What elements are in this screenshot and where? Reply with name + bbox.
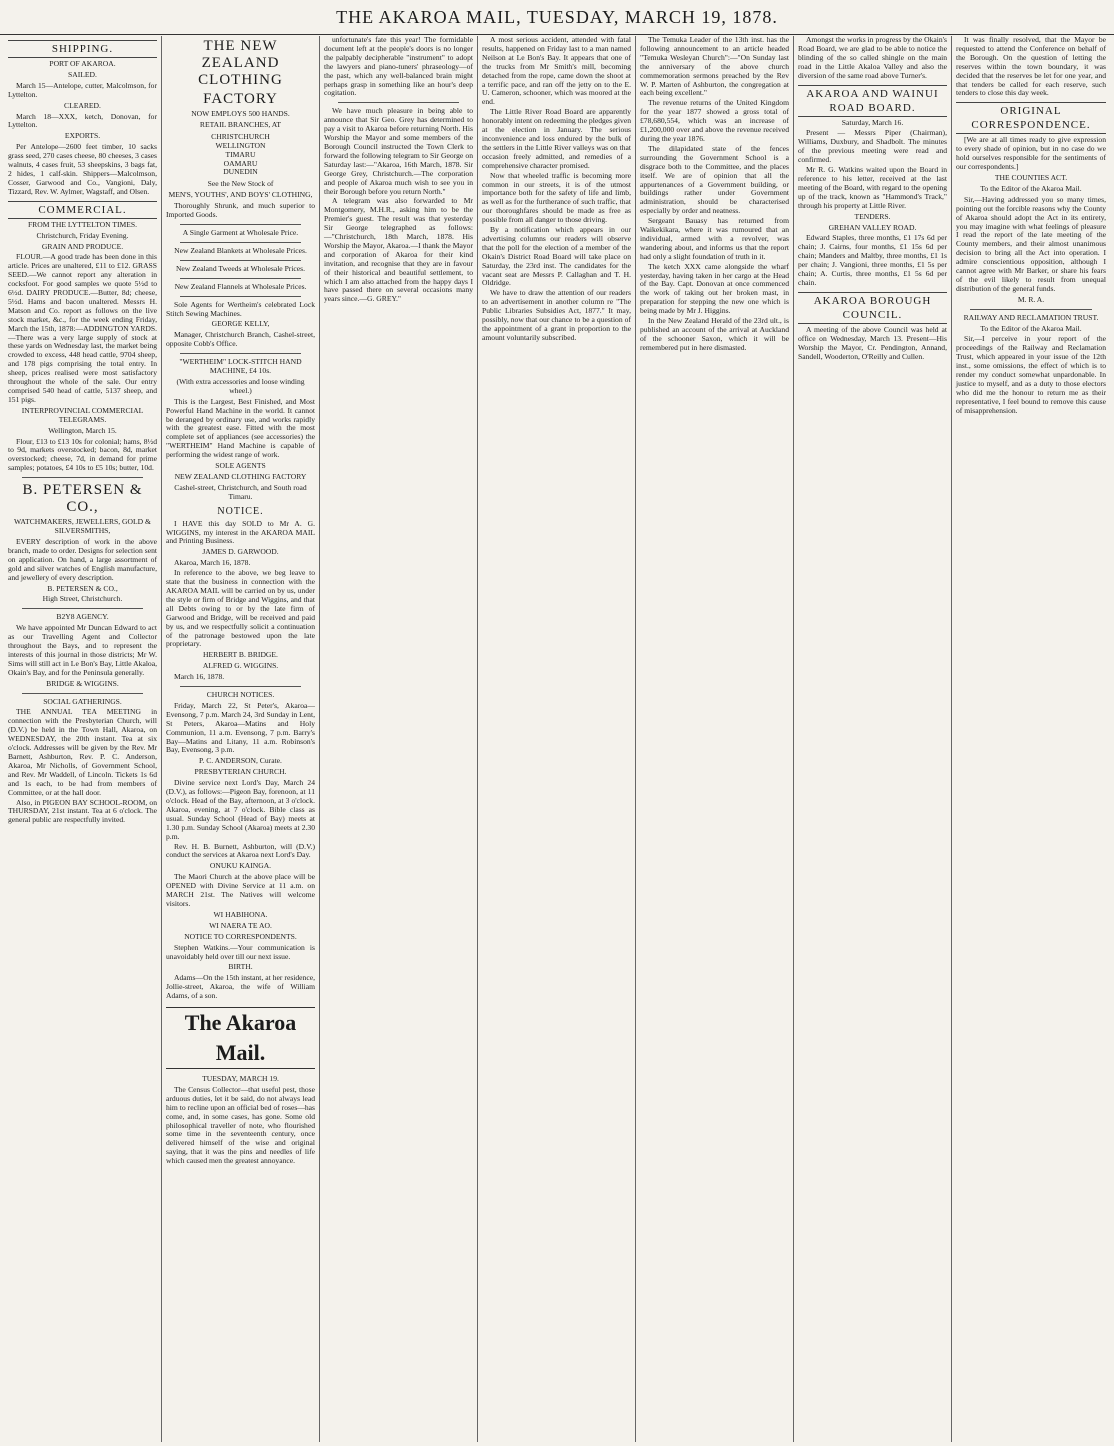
- census-article: The Census Collector—that useful pest, those arduous duties, let it be said, do not always lead him to recline upon an official bed of roses—has come, and, in some cases, has gone. Some old philosophical traveller of note, who flourished some time in the seventeenth century, once delivered himself of the wise and original saying, that it was the pins and needles of life which caused men the greatest annoyance.: [166, 1084, 315, 1166]
- counties-sign: M. R. A.: [1017, 294, 1045, 304]
- agency-heading: B2Y8 AGENCY.: [56, 612, 109, 622]
- petersen-brand: B. PETERSEN & CO.,: [22, 482, 143, 516]
- shipping-heading: SHIPPING.: [8, 40, 157, 58]
- retail-branches: RETAIL BRANCHES, AT: [199, 119, 282, 129]
- see-stock: See the New Stock of: [207, 179, 274, 189]
- divider: [970, 309, 1092, 310]
- intercol-heading: INTERPROVINCIAL COMMERCIAL TELEGRAMS.: [21, 405, 144, 424]
- onuku-sign-1: WI HABIHONA.: [213, 909, 268, 919]
- tweeds-line: New Zealand Tweeds at Wholesale Prices.: [175, 263, 306, 273]
- wainui-heading: AKAROA AND WAINUI ROAD BOARD.: [798, 85, 947, 117]
- town: DUNEDIN: [223, 167, 258, 177]
- newspaper-nameplate: The Akaroa Mail.: [166, 1007, 315, 1069]
- grey-visit-article: We have much pleasure in being able to announce that Sir Geo. Grey has determined to pay a visit to Akaroa before returning North. His Worship the Mayor and some members of the Borough Council instructed the Town Clerk to forward the following telegram to Sir George on Saturday last:—"Akaroa, 16th March, 1878. Sir George Grey, Christchurch.—The corporation and people of Akaroa much wish to see you in their Borough before you return North.": [324, 106, 473, 196]
- correspondents-heading: NOTICE TO CORRESPONDENTS.: [184, 931, 297, 941]
- herald-article: In the New Zealand Herald of the 23rd ult., is published an account of the arrival at Auckland of the schooner Saxon, which it will be remembered put in here dismasted.: [640, 316, 789, 352]
- social-body: THE ANNUAL TEA MEETING in connection with the Presbyterian Church, will (D.V.) be held in the Town Hall, Akaroa, on WEDNESDAY, the 20th instant. Tea at six o'clock. Addresses will be given by the Rev. Mr Barnett, Ashburton, Rev. P. C. Anderson, Akaroa, Mr Nicholls, of Government School, and Rev. Mr Waddell, of Lincoln. Tickets 1s 6d and 1s each, to be had from members of Committee, or at the hall door.: [8, 707, 157, 797]
- column-7: [952, 36, 1110, 1442]
- masthead: THE AKAROA MAIL, TUESDAY, MARCH 19, 1878.: [0, 0, 1114, 35]
- agency-sign: BRIDGE & WIGGINS.: [46, 678, 119, 688]
- onuku-sign-2: WI NAERA TE AO.: [209, 920, 272, 930]
- from-times: FROM THE LYTTELTON TIMES.: [27, 219, 138, 229]
- wertheim-heading: "WERTHEIM" LOCK-STITCH HAND MACHINE, £4 10s.: [179, 357, 302, 376]
- port-heading: PORT OF AKAROA.: [49, 59, 116, 68]
- wainui-present: Present — Messrs Piper (Chairman), Williams, Duxbury, and Shadbolt. The minutes of the previous meeting were read and confirmed.: [798, 128, 947, 165]
- divider: [338, 102, 459, 103]
- petersen-addr: High Street, Christchurch.: [42, 594, 123, 604]
- correspondence-heading: ORIGINAL CORRESPONDENCE.: [956, 102, 1106, 134]
- kelly-detail: Manager, Christchurch Branch, Cashel-street, opposite Cobb's Office.: [166, 330, 315, 349]
- kelly-name: GEORGE KELLY,: [211, 319, 270, 329]
- election-article: By a notification which appears in our advertising columns our readers will observe that the poll for the election of a member of the Okain's District Road Board will take place on Saturday, the 23rd inst. The candidates for the vacant seat are Messrs P. Callaghan and T. H. Oldridge.: [482, 225, 631, 288]
- counties-heading: THE COUNTIES ACT.: [994, 172, 1068, 182]
- commercial-body: FLOUR.—A good trade has been done in this article. Prices are unaltered, £11 to £12. GRASS SEED.—We cannot report any alteration in cocksfoot. For good samples we quote 5½d to 6½d. DAIRY PRODUCE.—Butter, 8d; cheese, 5½d. Hams and bacon unaltered. Messrs H. Matson and Co. report as follows on the live stock market, &c., for the week ending Friday, March the 15th, 1878:—ADDINGTON YARDS.—There was a very large supply of stock at these yards on Wednesday last, the market being crowded to excess, 448 head cattle, 9704 sheep, and 178 pigs comprising the total entry. In sheep, prices realised were most satisfactory throughout the whole of the sale. Our entry comprised 540 head of cattle, 5137 sheep, and 151 pigs.: [8, 252, 157, 404]
- birth-heading: BIRTH.: [228, 962, 253, 972]
- divider: [180, 686, 301, 687]
- wertheim-agents: Sole Agents for Wertheim's celebrated Lock Stitch Sewing Machines.: [166, 299, 315, 318]
- divider: [22, 693, 143, 694]
- counties-to-editor: To the Editor of the Akaroa Mail.: [980, 183, 1082, 193]
- column-1: [4, 36, 162, 1442]
- notice-body: I HAVE this day SOLD to Mr A. G. WIGGINS, my interest in the AKAROA MAIL and Printing Business.: [166, 518, 315, 546]
- flannels-line: New Zealand Flannels at Wholesale Prices.: [174, 281, 307, 291]
- church-body: Friday, March 22, St Peter's, Akaroa—Evensong, 7 p.m. March 24, 3rd Sunday in Lent, St Peters, Akaroa—Matins and Holy Communion, 11 a.m. Evensong, 7 p.m. Barry's Bay—Matins and Litany, 11 a.m. Robinson's Bay, Evensong, 3 p.m.: [166, 700, 315, 755]
- social-heading: SOCIAL GATHERINGS.: [43, 696, 122, 706]
- birth-body: Adams—On the 15th instant, at her residence, Jollie-street, Akaroa, the wife of William Adams, of a son.: [166, 973, 315, 1001]
- census-continued: unfortunate's fate this year! The formidable document left at the people's doors is no longer the palpably decipherable "instrument" to adopt the lawyers and piano-tuners' phraseology—of the past, which any well-balanced brain might perhaps grasp in something like an hour's deep cogitation.: [324, 36, 473, 98]
- christchurch-dateline: Christchurch, Friday Evening.: [36, 230, 129, 240]
- column-2: [162, 36, 320, 1442]
- blankets-line: New Zealand Blankets at Wholesale Prices.: [174, 245, 307, 255]
- libraries-article: We have to draw the attention of our readers to an advertisement in another column re "The Public Libraries Subsidies Act, 1877." It may, possibly, now that our chance to be a question of the appointment of a grant in proportion to the amount voluntarily subscribed.: [482, 288, 631, 342]
- church-heading: CHURCH NOTICES.: [206, 690, 275, 700]
- garwood-sign: JAMES D. GARWOOD.: [202, 547, 279, 557]
- temuka-article: The Temuka Leader of the 13th inst. has the following announcement to an article headed "Temuka Wesleyan Church":—"On Sunday last the anniversary of the above church commemoration sermons preached by the Rev W. P. Marten of Ashburton, the congregation at each being excellent.": [640, 36, 789, 98]
- counties-body: Sir,—Having addressed you so many times, pointing out the forcible reasons why the County of Akaroa should adopt the Act in its entirety, you may imagine with what feelings of pleasure I read the report of the late meeting of the County members, and their almost unanimous decision to bring all the Act into operation. I admire conscientious opposition, although I cannot agree with Mr Barker, or share his fears of the evil likely to result from unequal distribution of the general funds.: [956, 194, 1106, 293]
- column-6: [794, 36, 952, 1442]
- wellington-dateline: Wellington, March 15.: [48, 425, 117, 435]
- notice-body-2: In reference to the above, we beg leave to state that the business in connection with the AKAROA MAIL will be carried on by us, under the style or firm of Bridge and Wiggins, and that all Debts owing to or by the late firm of Garwood and Bridge, will be received and paid by us, and we respectfully solicit a continuation of the patronage bestowed upon the late proprietary.: [166, 568, 315, 649]
- single-garment: A Single Garment at Wholesale Price.: [182, 227, 299, 237]
- okains-article: Amongst the works in progress by the Okain's Road Board, we are glad to be able to notice the blinding of the so called shingle on the main road in the Little Akaloa Valley and also the diversion of the same road above Turner's.: [798, 36, 947, 80]
- sailed-entry: March 15—Antelope, cutter, Malcolmson, for Lyttelton.: [8, 80, 157, 99]
- exports-entry: Per Antelope—2600 feet timber, 10 sacks grass seed, 270 cases cheese, 80 cheeses, 3 cases walnuts, 4 cases fruit, 53 sheepskins, 3 bags fat, 2 hides, 1 calf-skin. Shippers—Malcolmson, Cosser, Garwood and Co., Vangioni, Daly, Tizzard, Rev. W. Aylmer, Wagstaff, and Olsen.: [8, 142, 157, 196]
- notice-heading: NOTICE.: [217, 505, 264, 517]
- presbyterian-body: Divine service next Lord's Day, March 24 (D.V.), as follows:—Pigeon Bay, forenoon, at 11 o'clock. Head of the Bay, afternoon, at 3 o'clock. Akaroa, evening, at 7 o'clock. Bible class as usual. Sunday School (Head of Bay) meets at 1.30 p.m. Sunday School (Akaroa) meets at 2.30 p.m.: [166, 778, 315, 841]
- agency-body: We have appointed Mr Duncan Edward to act as our Travelling Agent and Collector throughout the Bays, and to represent the interests of this journal in those districts; Mr W. Sims will still act in Le Bon's Bay, Little Akaloa, Okain's Bay, and for the Peninsula generally.: [8, 623, 157, 677]
- petersen-body: EVERY description of work in the above branch, made to order. Designs for selection sent on application. On hand, a large assortment of gold and silver watches of English manufacture, and jewellery of every description.: [8, 536, 157, 582]
- column-4: [478, 36, 636, 1442]
- grehan-body: Edward Staples, three months, £1 17s 6d per chain; J. Cairns, four months, £1 15s 6d per chain; Manders and Maltby, three months, £1 1s per chain; J. Vangioni, three months, £1 5s per chain; A. Curtis, three months, £1 5s 6d per chain.: [798, 233, 947, 287]
- railway-body: Sir,—I perceive in your report of the proceedings of the Railway and Reclamation Trust, which appeared in your issue of the 12th inst., some omissions, the effect of which is to render my conduct somewhat unpardonable. In justice to myself, and as a duty to those electors who did me the honour to return me as their representative, I feel bound to remove this cause of misapprehension.: [956, 334, 1106, 415]
- revenue-article: The revenue returns of the United Kingdom for the year 1877 showed a gross total of £78,680,554, which was an increase of £1,200,000 over and above the revenue received during the year 1876.: [640, 98, 789, 143]
- bw-date: March 16, 1878.: [174, 672, 225, 682]
- correspondents-body: Stephen Watkins.—Your communication is unavoidably held over till our next issue.: [166, 942, 315, 961]
- burnett-note: Rev. H. B. Burnett, Ashburton, will (D.V.) conduct the services at Akaroa next Lord's Day.: [166, 841, 315, 860]
- sole-agents: SOLE AGENTS: [215, 461, 266, 471]
- grey-reply-article: A telegram was also forwarded to Mr Montgomery, M.H.R., asking him to be the Premier's guest. The result was that yesterday Sir George telegraphed as follows:—"Christchurch, 18th March, 1878. His Worship the Mayor, Akaroa.—I thank the Mayor and corporation of Akaroa for their kind invitation, and recognise that they are in favour of their historical and beautiful settlement, to which I am also attached from the happy days I have passed there on several occasions many years since.—G. GREY.": [324, 196, 473, 304]
- divider: [180, 224, 301, 225]
- stock-detail: Thoroughly Shrunk, and much superior to Imported Goods.: [166, 201, 315, 220]
- clothing-factory-title-2: FACTORY: [203, 91, 278, 107]
- town: TIMARU: [225, 149, 256, 159]
- wainui-date: Saturday, March 16.: [841, 117, 904, 127]
- divider: [180, 260, 301, 261]
- column-3: [320, 36, 478, 1442]
- onuku-body: The Maori Church at the above place will be OPENED with Divine Service at 11 a.m. on MARCH 21st. The Natives will welcome visitors.: [166, 872, 315, 908]
- town: CHRISTCHURCH: [211, 131, 270, 141]
- wertheim-body: This is the Largest, Best Finished, and Most Powerful Hand Machine in the world. It cannot be deranged by ordinary use, and works rapidly with the greatest ease. Fitted with the most complete set of appliances (see accessories) the "WERTHEIM" Hand Machine is capable of performing the widest range of work.: [166, 396, 315, 460]
- columns: [4, 36, 1110, 1442]
- borough-continued: It was finally resolved, that the Mayor be requested to attend the Conference on behalf of the Borough. On the question of letting the reserves within the town boundary, it was decided that the reserves be let for one year, and that tenders be called for each reserve, such tenders to close this day week.: [956, 36, 1106, 98]
- exports-label: EXPORTS.: [64, 131, 101, 141]
- borough-body: A meeting of the above Council was held at office on Wednesday, March 13. Present—His Worship the Mayor, Cr. Pendington, Annand, Sandell, Wooderton, O'Reilly and Cullen.: [798, 324, 947, 361]
- traffic-article: Now that wheeled traffic is becoming more common in our streets, it is of the utmost importance both for the safety of life and limb, as well as for the furtherance of such traffic, that our thoroughfares should be made as free as possible from all danger to those driving.: [482, 170, 631, 225]
- town: OAMARU: [223, 158, 258, 168]
- sergeant-article: Sergeant Bauasy has returned from Waikekikara, where it was rumoured that an individual, armed with a revolver, was wandering about, and informs us that the report had only a slight foundation of truth in it.: [640, 216, 789, 261]
- clothing-factory-title: THE NEW ZEALAND CLOTHING: [198, 38, 283, 88]
- grehan-heading: GREHAN VALLEY ROAD.: [828, 222, 917, 232]
- accident-article: A most serious accident, attended with fatal results, happened on Friday last to a man named Neilson at Le Bon's Bay. It appears that one of the trucks from Mr Smith's mill, becoming detached from the rope, came down the shoot at a terrific pace, and ran off the jetty on to the E. U. Cameron, schooner, which was moored at the end.: [482, 36, 631, 107]
- town: WELLINGTON: [215, 140, 266, 150]
- petersen-trade: WATCHMAKERS, JEWELLERS, GOLD & SILVERSMITHS,: [14, 517, 151, 536]
- little-river-article: The Little River Road Board are apparently honorably intent on redeeming the pledges given at the election in January. The serious inconvenience and loss endured by the bulk of the settlers in the Little River valleys was on that occasion freely admitted, and remedies of a comprehensive character promised.: [482, 107, 631, 170]
- fences-article: The dilapidated state of the fences surrounding the Government School is a disgrace both to the Committee, and the places itself. We are of opinion that all the appurtenances of a Government building, or buildings rather under Government administration, should be characterised especially by order and neatness.: [640, 143, 789, 216]
- divider: [22, 608, 143, 609]
- tenders-heading: TENDERS.: [854, 211, 891, 221]
- wertheim-note: (With extra accessories and loose winding wheel.): [176, 376, 305, 395]
- employs-line: NOW EMPLOYS 500 HANDS.: [191, 109, 290, 118]
- towns-list: [166, 133, 315, 178]
- sailed-label: SAILED.: [68, 69, 97, 79]
- pigeon-bay-notice: Also, in PIGEON BAY SCHOOL-ROOM, on THURSDAY, 21st instant. Tea at 6 o'clock. The general public are respectfully invited.: [8, 797, 157, 825]
- wainui-body: Mr R. G. Watkins waited upon the Board in reference to his letter, received at the last meeting of the Board, with regard to the opening up of the track, known as "Hammond's Track," through his property at Little River.: [798, 165, 947, 210]
- divider: [180, 353, 301, 354]
- bridge-sign: HERBERT B. BRIDGE.: [203, 650, 278, 660]
- cleared-label: CLEARED.: [64, 100, 101, 110]
- grain-heading: GRAIN AND PRODUCE.: [41, 241, 124, 251]
- wiggins-sign: ALFRED G. WIGGINS.: [202, 661, 279, 671]
- petersen-sign: B. PETERSEN & CO.,: [47, 583, 118, 593]
- correspondence-note: [We are at all times ready to give expression to every shade of opinion, but in no case do we hold ourselves responsible for the sentiments of our correspondents.]: [956, 135, 1106, 172]
- onuku-heading: ONUKU KAINGA.: [209, 861, 272, 871]
- borough-heading: AKAROA BOROUGH COUNCIL.: [798, 292, 947, 324]
- garwood-date: Akaroa, March 16, 1878.: [174, 558, 251, 568]
- presbyterian-heading: PRESBYTERIAN CHURCH.: [194, 767, 287, 777]
- divider: [180, 278, 301, 279]
- stock-line: MEN'S, YOUTHS', AND BOYS' CLOTHING,: [168, 190, 313, 200]
- intercol-body: Flour, £13 to £13 10s for colonial; hams, 8½d to 9d, markets overstocked; bacon, 8d, market overstocked; cheese, 7d, in demand for prime samples; potatoes, £4 10s to £5 10s; butter, 10d.: [8, 436, 157, 473]
- sole-address: Cashel-street, Christchurch, and South road Timaru.: [174, 482, 307, 501]
- divider: [180, 296, 301, 297]
- divider: [180, 242, 301, 243]
- commercial-heading: COMMERCIAL.: [8, 201, 157, 219]
- railway-heading: RAILWAY AND RECLAMATION TRUST.: [963, 312, 1099, 322]
- railway-to-editor: To the Editor of the Akaroa Mail.: [980, 323, 1082, 333]
- column-5: [636, 36, 794, 1442]
- church-sign: P. C. ANDERSON, Curate.: [199, 756, 282, 766]
- dateline: TUESDAY, MARCH 19.: [202, 1074, 279, 1084]
- ketch-article: The ketch XXX came alongside the wharf yesterday, having taken in her cargo at the Head of the Bay. Capt. Donovan at once commenced the work of taking out her broken mast, in preparation for stepping the new one which is being made by Mr J. Higgins.: [640, 261, 789, 316]
- cleared-entry: March 18—XXX, ketch, Donovan, for Lyttelton.: [8, 111, 157, 130]
- divider: [22, 477, 143, 478]
- sole-factory: NEW ZEALAND CLOTHING FACTORY: [174, 472, 307, 481]
